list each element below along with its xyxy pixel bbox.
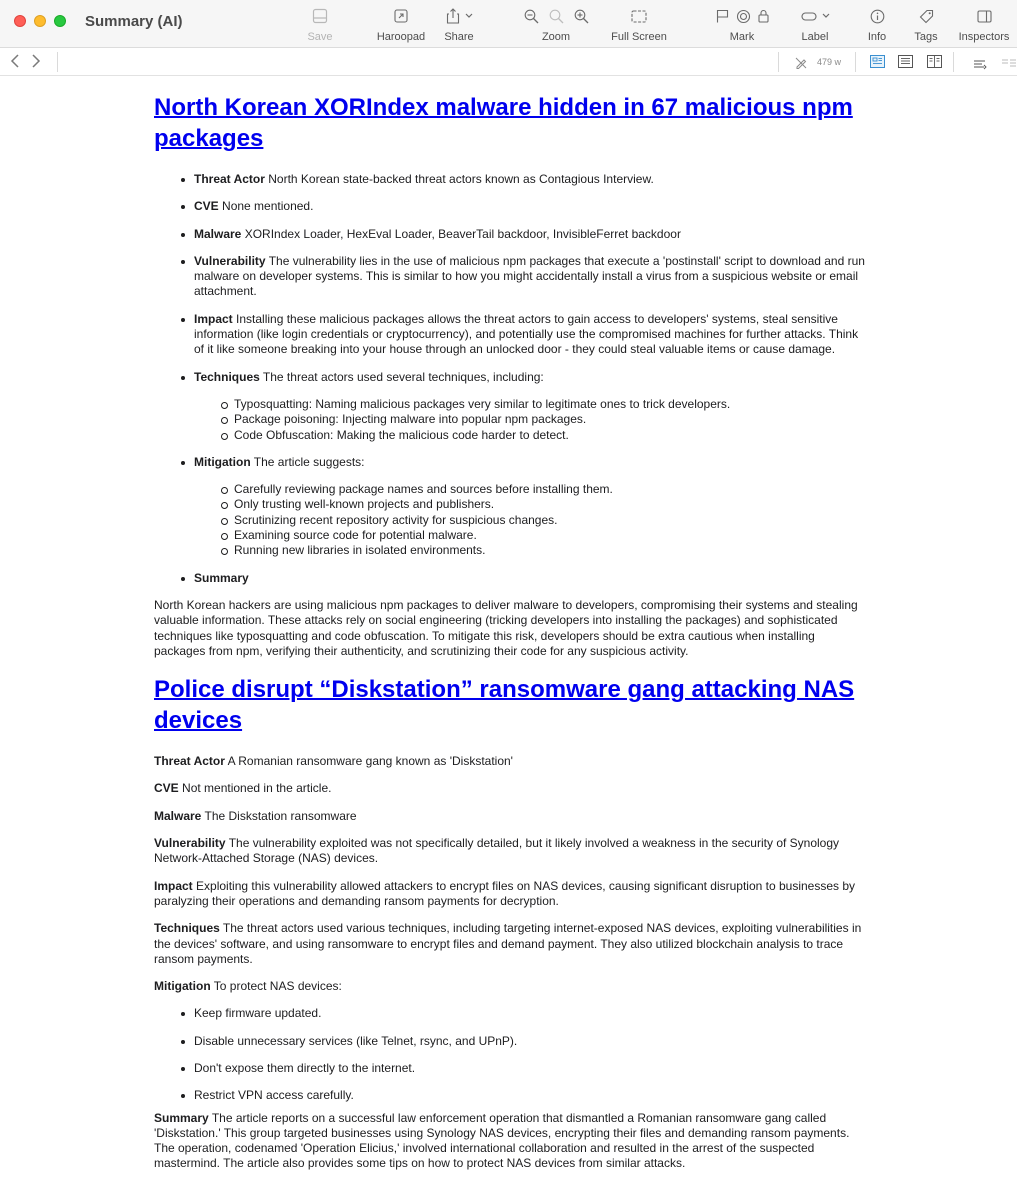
impact-paragraph [154, 879, 866, 910]
field-label: Summary [194, 570, 249, 585]
field-label: Malware [154, 808, 202, 823]
full-screen-label: Full Screen [611, 31, 667, 43]
field-label: Threat Actor [194, 172, 265, 186]
tags-label: Tags [914, 31, 938, 43]
field-label: CVE [154, 781, 179, 796]
article-details-list [154, 172, 866, 586]
lock-icon [758, 9, 769, 23]
field-label: Techniques [194, 369, 260, 384]
mitigation-list [194, 482, 866, 558]
article-title [154, 674, 866, 736]
list-item: Package poisoning: Injecting malware into popular npm packages. [234, 412, 866, 427]
inspectors-button[interactable] [954, 6, 1014, 43]
mark-control[interactable] [706, 6, 778, 43]
zoom-in-icon [574, 9, 589, 24]
field-label: Impact [154, 878, 193, 893]
field-value: The article suggests: [253, 454, 365, 469]
list-item: Examining source code for potential malware. [234, 528, 866, 543]
vulnerability-paragraph [154, 836, 866, 867]
field-value: The vulnerability exploited was not specifically detailed, but it likely involved a weakness in the security of Synology Network-Attached Storage (NAS) devices. [154, 836, 840, 866]
field-value: The threat actors used various techniques, including targeting internet-exposed NAS devices, exploiting vulnerabilities in the devices' software, and using ransomware to encrypt files and demand payment. They also utilized blockchain analysis to trace ransom payments. [154, 921, 862, 966]
list-item: Don't expose them directly to the internet. [194, 1061, 866, 1076]
summary-paragraph: North Korean hackers are using malicious npm packages to deliver malware to developers, compromising their systems and stealing valuable information. These attacks rely on social engineering (tricking developers into installing the packages) and sophisticated techniques like typosquatting and code obfuscation. To mitigate this risk, developers should be extra cautious when installing packages from npm, verifying their authenticity, and scrutinizing their code for any suspicious activity. [154, 597, 858, 658]
list-item: Keep firmware updated. [194, 1006, 866, 1021]
techniques-paragraph [154, 921, 866, 967]
field-label: Mitigation [194, 454, 251, 469]
view-mode-text-icon[interactable] [898, 55, 913, 73]
share-icon [446, 8, 460, 24]
field-value: None mentioned. [222, 199, 314, 214]
inspectors-label: Inspectors [958, 31, 1010, 43]
list-item: Restrict VPN access carefully. [194, 1088, 866, 1103]
info-button[interactable] [862, 6, 892, 43]
haroopad-label: Haroopad [376, 31, 426, 43]
word-count: 479 w [817, 57, 842, 67]
zoom-window-button[interactable] [54, 15, 66, 27]
malware-paragraph [154, 809, 866, 824]
divider [953, 52, 954, 72]
view-mode-split-icon[interactable] [927, 55, 942, 73]
field-value: The article reports on a successful law enforcement operation that dismantled a Romanian ransomware gang called 'Diskstation.' This group targeted businesses using Synology NAS devices, encrypting their files and demanding ransom payments. The operation, codenamed 'Operation Elicius,' involved international collaboration and resulted in the arrest of the suspected mastermind. The article also provides some tips on how to protect NAS devices from similar attacks. [154, 1110, 850, 1171]
field-value: The vulnerability lies in the use of malicious npm packages that execute a 'postinstall' script to download and run malware on developer systems. This is similar to how you might accidentally install a virus from a suspicious website or email attachment. [194, 253, 865, 299]
field-label: Threat Actor [154, 754, 225, 769]
list-item: Typosquatting: Naming malicious packages very similar to legitimate ones to trick developers. [234, 397, 866, 412]
label-button[interactable] [796, 6, 834, 43]
forward-button[interactable] [31, 53, 45, 71]
zoom-label: Zoom [541, 31, 571, 43]
zoom-control[interactable] [516, 6, 596, 43]
navigation-bar [0, 48, 1017, 76]
list-item: Carefully reviewing package names and sources before installing them. [234, 482, 866, 497]
summary-paragraph [154, 1111, 866, 1172]
sidebar-icon [954, 6, 1014, 26]
divider [855, 52, 856, 72]
list-item: Only trusting well-known projects and publishers. [234, 497, 866, 512]
label-icon [801, 12, 817, 21]
haroopad-button[interactable] [372, 6, 430, 43]
field-value: The threat actors used several techniques, including: [262, 369, 544, 384]
view-mode-preview-icon[interactable] [870, 55, 885, 73]
field-value: Not mentioned in the article. [182, 781, 332, 796]
close-window-button[interactable] [14, 15, 26, 27]
zoom-out-icon [524, 9, 539, 24]
list-item [194, 254, 866, 300]
save-icon [300, 6, 340, 26]
minimize-window-button[interactable] [34, 15, 46, 27]
list-item [194, 370, 866, 443]
actual-size-icon [549, 9, 564, 24]
field-label: Mitigation [154, 979, 211, 994]
article-title-link[interactable]: Police disrupt “Diskstation” ransomware gang attacking NAS devices [154, 676, 855, 735]
full-screen-button[interactable] [608, 6, 670, 43]
format-text-icon[interactable] [973, 57, 987, 75]
mitigation-paragraph [154, 979, 866, 994]
techniques-list [194, 397, 866, 443]
info-icon [862, 6, 892, 26]
tags-button[interactable] [909, 6, 943, 43]
field-label: Summary [154, 1110, 209, 1125]
back-button[interactable] [10, 53, 24, 71]
threat-actor-paragraph [154, 754, 866, 769]
field-value: The Diskstation ransomware [204, 808, 357, 823]
list-item [194, 199, 866, 214]
mitigation-list [154, 1006, 866, 1103]
document-body [154, 92, 866, 1184]
field-value: Installing these malicious packages allows the threat actors to gain access to developers' systems, steal sensitive information (like login credentials or cryptocurrency), and potentially use the compromised machines for further attacks. Think of it like someone breaking into your house through an unlocked door - they could steal valuable items or cause damage. [194, 311, 859, 357]
list-item: Disable unnecessary services (like Telnet, rsync, and UPnP). [194, 1034, 866, 1049]
field-label: CVE [194, 199, 219, 214]
field-label: Techniques [154, 921, 220, 936]
tag-icon [909, 6, 943, 26]
chevron-down-icon [822, 13, 830, 19]
cve-paragraph [154, 781, 866, 796]
divider [57, 52, 58, 72]
field-label: Malware [194, 226, 242, 241]
field-label: Impact [194, 311, 233, 326]
field-label: Vulnerability [194, 253, 266, 268]
field-value: Exploiting this vulnerability allowed attackers to encrypt files on NAS devices, causing significant disruption to businesses by paralyzing their operations and demanding ransom payments for decryption. [154, 878, 856, 908]
article-title-link[interactable]: North Korean XORIndex malware hidden in 67 malicious npm packages [154, 94, 853, 152]
divider [778, 52, 779, 72]
list-item [194, 227, 866, 242]
field-label: Vulnerability [154, 836, 226, 851]
list-item [194, 172, 866, 187]
field-value: To protect NAS devices: [213, 979, 342, 994]
save-button[interactable] [300, 6, 340, 43]
field-value: A Romanian ransomware gang known as 'Diskstation' [227, 754, 513, 769]
label-label: Label [801, 31, 829, 43]
field-value: XORIndex Loader, HexEval Loader, BeaverTail backdoor, InvisibleFerret backdoor [244, 226, 681, 241]
save-label: Save [307, 31, 333, 43]
list-item: Scrutinizing recent repository activity for suspicious changes. [234, 513, 866, 528]
list-item [194, 455, 866, 559]
list-item: Code Obfuscation: Making the malicious code harder to detect. [234, 428, 866, 443]
field-value: North Korean state-backed threat actors known as Contagious Interview. [268, 172, 654, 186]
chevron-right-icon [31, 53, 41, 69]
chevron-down-icon [465, 13, 473, 19]
list-item [194, 312, 866, 358]
pencil-off-icon [795, 56, 807, 74]
list-item [194, 571, 866, 586]
full-screen-icon [608, 6, 670, 26]
info-label: Info [867, 31, 887, 43]
share-button[interactable] [440, 6, 478, 43]
flag-icon [716, 9, 729, 23]
share-label: Share [444, 31, 474, 43]
text-alignment-icon[interactable] [1001, 56, 1017, 74]
mark-label: Mark [729, 31, 755, 43]
article-title [154, 92, 866, 154]
target-icon [736, 9, 751, 24]
window-title: Summary (AI) [85, 13, 183, 30]
list-item: Running new libraries in isolated environments. [234, 543, 866, 558]
open-external-icon [372, 6, 430, 26]
window-toolbar [0, 0, 1017, 48]
chevron-left-icon [10, 53, 20, 69]
